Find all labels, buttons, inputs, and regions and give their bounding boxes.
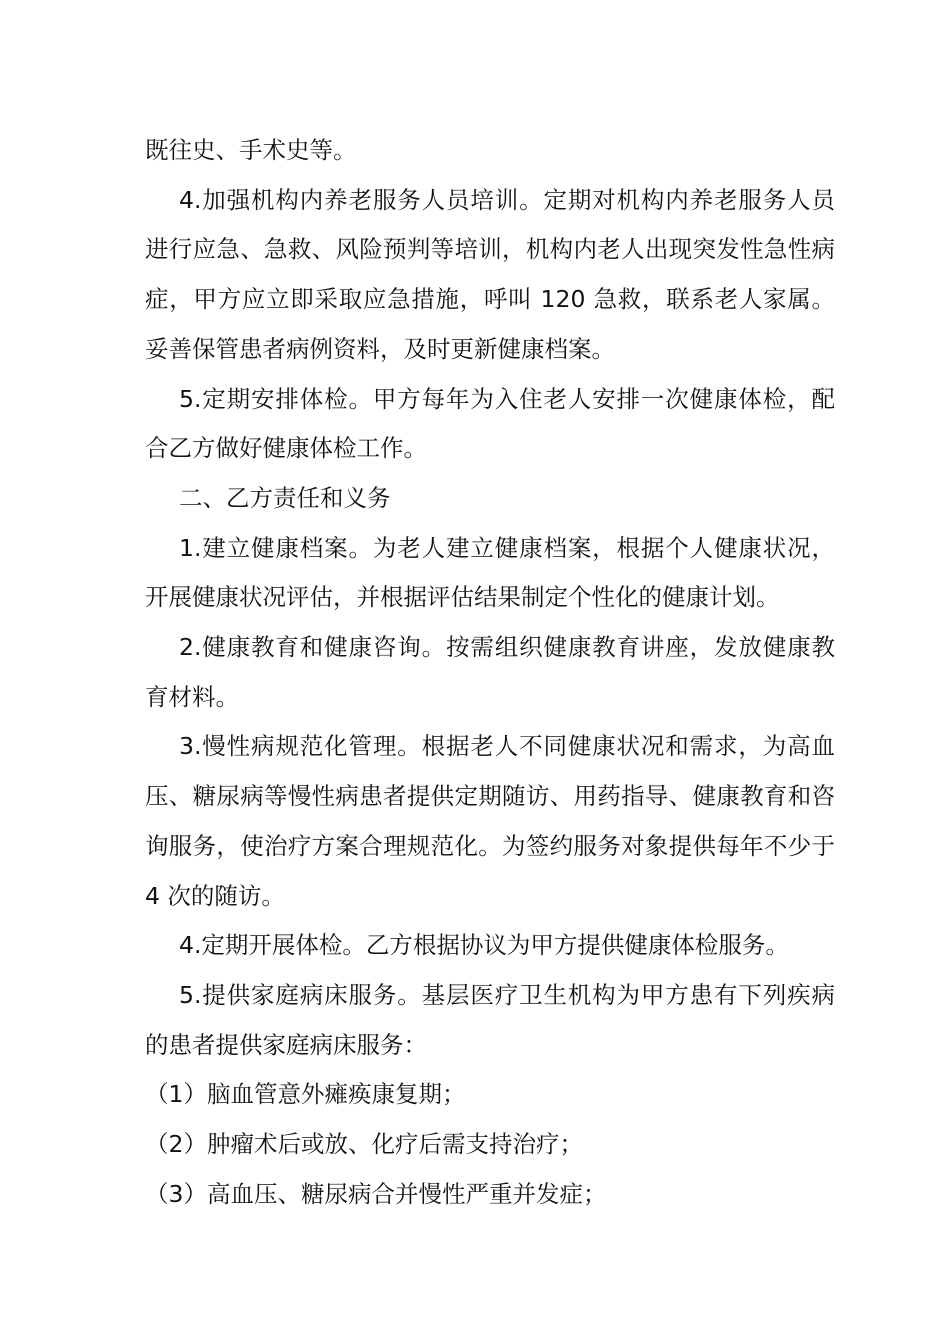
paragraph-regular-checkup: 5.定期安排体检。甲方每年为入住老人安排一次健康体检，配合乙方做好健康体检工作。 [145,384,835,463]
paragraph-physical-exam: 4.定期开展体检。乙方根据协议为甲方提供健康体检服务。 [179,931,789,960]
paragraph-continuation: 既往史、手术史等。 [145,136,357,164]
list-item: （1）脑血管意外瘫痪康复期； [145,1080,466,1109]
section-heading-party-b: 二、乙方责任和义务 [179,483,391,512]
list-item: （2）肿瘤术后或放、化疗后需支持治疗； [145,1130,583,1159]
paragraph-chronic-disease: 3.慢性病规范化管理。根据老人不同健康状况和需求，为高血压、糖尿病等慢性病患者提供定期随访、用药指导、健康教育和咨询服务，使治疗方案合理规范化。为签约服务对象提供每年不少于 4 次的随访。 [145,732,835,910]
document-body [145,126,835,1219]
paragraph-home-bed-service: 5.提供家庭病床服务。基层医疗卫生机构为甲方患有下列疾病的患者提供家庭病床服务： [145,980,835,1059]
paragraph-health-education: 2.健康教育和健康咨询。按需组织健康教育讲座，发放健康教育材料。 [145,633,835,711]
list-item: （3）高血压、糖尿病合并慢性严重并发症； [145,1179,607,1208]
paragraph-health-records: 1.建立健康档案。为老人建立健康档案，根据个人健康状况，开展健康状况评估，并根据评估结果制定个性化的健康计划。 [145,533,835,612]
paragraph-staff-training: 4.加强机构内养老服务人员培训。定期对机构内养老服务人员进行应急、急救、风险预判等培训，机构内老人出现突发性急性病症，甲方应立即采取应急措施，呼叫 120 急救，联系老人家属。妥善保管患者病例资料，及时更新健康档案。 [145,185,835,363]
